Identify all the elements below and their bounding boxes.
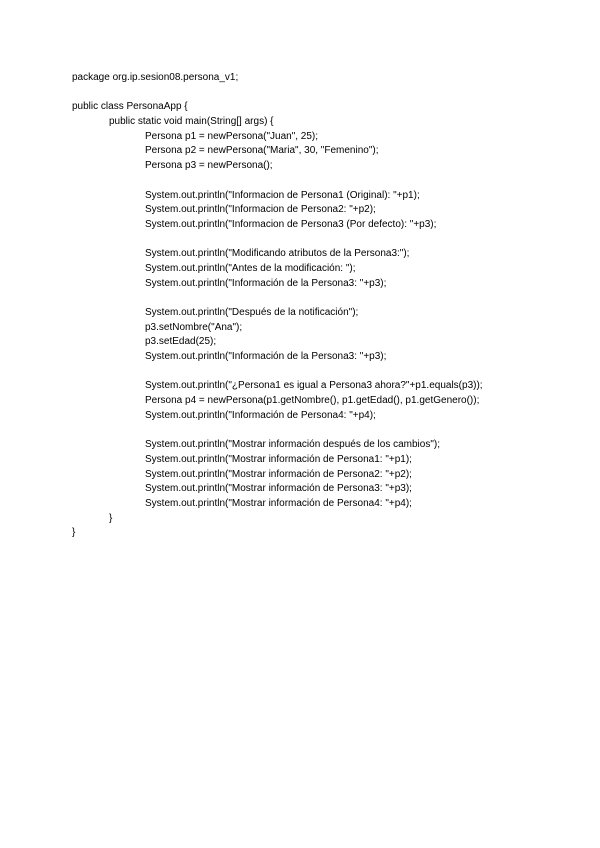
code-line: Persona p3 = newPersona(); bbox=[145, 160, 273, 172]
code-block bbox=[72, 71, 572, 541]
code-line: Persona p1 = newPersona("Juan", 25); bbox=[145, 130, 319, 142]
code-line: System.out.println("Mostrar información de Persona2: "+p2); bbox=[145, 468, 412, 480]
blank-line bbox=[72, 86, 572, 101]
code-line: System.out.println("Mostrar información de Persona4: "+p4); bbox=[145, 497, 412, 509]
code-line: System.out.println("Antes de la modificación: "); bbox=[145, 262, 356, 274]
code-line: p3.setNombre("Ana"); bbox=[145, 321, 243, 333]
code-line: } bbox=[72, 527, 76, 539]
code-line: System.out.println("Mostrar información después de los cambios"); bbox=[145, 439, 440, 451]
code-line: System.out.println("Mostrar información de Persona3: "+p3); bbox=[145, 483, 412, 495]
code-line: package org.ip.sesion08.persona_v1; bbox=[72, 72, 239, 83]
blank-line bbox=[72, 174, 572, 189]
code-line: System.out.println("Mostrar información de Persona1: "+p1); bbox=[145, 453, 412, 465]
code-line: System.out.println("Información de Persona4: "+p4); bbox=[145, 409, 376, 421]
code-line: System.out.println("¿Persona1 es igual a Persona3 ahora?"+p1.equals(p3)); bbox=[145, 380, 483, 392]
code-line: System.out.println("Después de la notificación"); bbox=[145, 307, 359, 318]
blank-line bbox=[72, 291, 572, 306]
code-line: } bbox=[109, 512, 113, 524]
blank-line bbox=[72, 233, 572, 248]
code-line: System.out.println("Informacion de Persona3 (Por defecto): "+p3); bbox=[145, 218, 437, 230]
code-line: System.out.println("Información de la Persona3: "+p3); bbox=[145, 277, 387, 289]
code-line: public static void main(String[] args) { bbox=[109, 116, 274, 128]
code-line: System.out.println("Informacion de Persona2: "+p2); bbox=[145, 204, 376, 216]
blank-line bbox=[72, 365, 572, 380]
code-line: System.out.println("Información de la Persona3: "+p3); bbox=[145, 351, 387, 363]
code-line: p3.setEdad(25); bbox=[145, 336, 217, 348]
code-line: public class PersonaApp { bbox=[72, 101, 188, 113]
code-line: Persona p4 = newPersona(p1.getNombre(), p1.getEdad(), p1.getGenero()); bbox=[145, 395, 480, 407]
code-line: System.out.println("Modificando atributos de la Persona3:"); bbox=[145, 248, 410, 260]
code-line: System.out.println("Informacion de Persona1 (Original): "+p1); bbox=[145, 189, 420, 201]
blank-line bbox=[72, 424, 572, 439]
code-line: Persona p2 = newPersona("Maria", 30, "Femenino"); bbox=[145, 145, 379, 157]
